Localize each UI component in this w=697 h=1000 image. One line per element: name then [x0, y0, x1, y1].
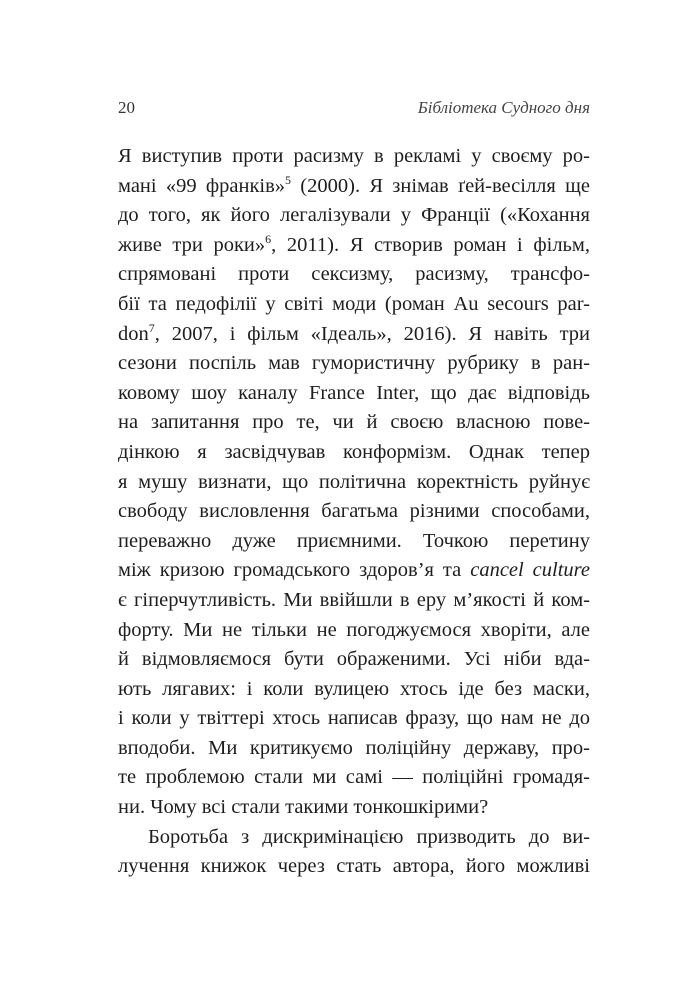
- text-segment: до того, як його легалізували у Франції («Кохання: [118, 204, 590, 227]
- text-segment: і коли у твіттері хтось написав фразу, що нам не до: [118, 707, 590, 730]
- text-line: [118, 586, 590, 616]
- text-line: [118, 704, 590, 734]
- text-line: [118, 616, 590, 646]
- running-title: Бібліотека Судного дня: [417, 98, 590, 117]
- text-segment: форту. Ми не тільки не погоджуємося хворіти, але: [118, 618, 590, 641]
- text-segment: дінкою я засвідчував конформізм. Однак тепер: [118, 440, 590, 463]
- text-segment: бії та педофілії у світі моди (роман Au secours par-: [118, 292, 590, 315]
- text-segment: переважно дуже приємними. Точкою перетину: [118, 529, 590, 552]
- text-line: [118, 231, 590, 261]
- text-segment: те проблемою стали ми самі — поліційні громадя-: [118, 766, 590, 789]
- text-segment: , 2007, і фільм «Ідеаль», 2016). Я навіть три: [154, 322, 590, 345]
- footnote-ref[interactable]: 6: [265, 231, 272, 246]
- text-line: [118, 142, 590, 172]
- text-line: [118, 675, 590, 705]
- text-line: [118, 527, 590, 557]
- text-line: [118, 438, 590, 468]
- text-line: [118, 290, 590, 320]
- footnote-ref[interactable]: 7: [148, 320, 155, 335]
- text-line: [118, 260, 590, 290]
- text-line: [118, 349, 590, 379]
- text-segment: є гіперчутливість. Ми ввійшли в еру м’якості й ком-: [118, 588, 590, 611]
- text-segment: на запитання про те, чи й своєю власною пове-: [118, 411, 590, 434]
- body-text: [118, 142, 590, 882]
- italic-text: cancel culture: [470, 559, 590, 582]
- text-segment: лучення книжок через стать автора, його можливі: [118, 855, 590, 878]
- footnote-ref[interactable]: 5: [285, 172, 292, 187]
- text-segment: ни. Чому всі стали такими тонкошкірими?: [118, 796, 489, 819]
- text-line: [118, 645, 590, 675]
- text-segment: живе три роки»: [118, 233, 266, 256]
- text-line: [118, 379, 590, 409]
- text-line: [118, 763, 590, 793]
- text-segment: Я виступив проти расизму в рекламі у своєму ро-: [118, 145, 590, 167]
- text-segment: й відмовляємося бути ображеними. Усі ніби вда-: [118, 648, 590, 671]
- text-line: [118, 823, 590, 853]
- text-line: [118, 320, 590, 350]
- text-segment: ють лягавих: і коли вулицею хтось іде без маски,: [118, 677, 590, 700]
- text-segment: я мушу визнати, що політична коректність руйнує: [118, 470, 590, 493]
- text-segment: ковому шоу каналу France Inter, що дає відповідь: [118, 381, 590, 404]
- text-segment: мані «99 франків»: [118, 174, 286, 197]
- text-segment: don: [118, 322, 149, 345]
- text-line: [118, 408, 590, 438]
- text-line: [118, 172, 590, 202]
- text-line: [118, 793, 590, 823]
- text-segment: (2000). Я знімав ґей-весілля ще: [291, 174, 590, 197]
- text-segment: Боротьба з дискримінацією призводить до ви-: [148, 825, 590, 848]
- text-segment: , 2011). Я створив роман і фільм,: [271, 233, 590, 256]
- page-number: 20: [118, 98, 135, 117]
- text-line: [118, 734, 590, 764]
- text-segment: свободу висловлення багатьма різними способами,: [118, 500, 590, 523]
- text-segment: вподоби. Ми критикуємо поліційну державу, про-: [118, 736, 590, 759]
- text-segment: сезони поспіль мав гумористичну рубрику в ран-: [118, 352, 590, 375]
- text-line: [118, 201, 590, 231]
- text-segment: спрямовані проти сексизму, расизму, трансфо-: [118, 263, 590, 286]
- text-line: [118, 852, 590, 882]
- text-line: [118, 556, 590, 586]
- text-segment: між кризою громадського здоров’я та: [118, 559, 471, 582]
- text-line: [118, 468, 590, 498]
- text-line: [118, 497, 590, 527]
